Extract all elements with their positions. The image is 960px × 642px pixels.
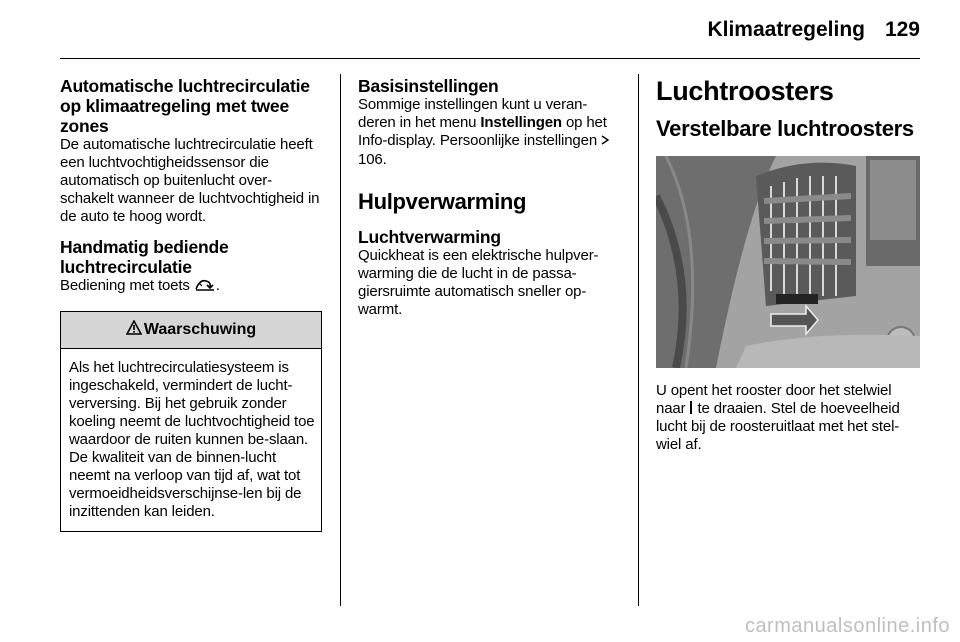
warning-text: Als het luchtrecirculatiesysteem is ingeschakeld, vermindert de lucht-verversing. Bij het gebruik zonder koeling neemt de luchtvochtigheid toe waardoor de ruiten kunnen be-slaan. De kwaliteit van de binnen-lucht neemt na verloop van tijd af, wat tot vermoeidheidsverschijnse-len bij de inzittenden kan leiden.: [69, 359, 315, 520]
watermark: carmanualsonline.info: [744, 615, 950, 637]
warning-header: [61, 312, 321, 349]
section-heading: Basisinstellingen: [358, 76, 499, 96]
section-heading: Luchtverwarming: [358, 227, 501, 247]
paragraph: Bediening met toets .: [60, 277, 322, 298]
page-number: 129: [884, 18, 920, 41]
chapter-heading: Hulpverwarming: [358, 189, 527, 214]
page-header: [0, 0, 960, 60]
section-heading: Handmatig bediende luchtrecirculatie: [60, 237, 229, 277]
warning-icon: [126, 320, 142, 340]
paragraph: De automatische luchtrecirculatie heeft een luchtvochtigheidssensor die automatisch op buitenlucht over-schakelt wanneer de luchtvochtigheid in de auto te hoog wordt.: [60, 136, 320, 225]
column-2: [358, 76, 624, 319]
paragraph: Sommige instellingen kunt u veran-deren in het menu Instellingen op het Info-display. Persoonlijke instellingen 106.: [358, 96, 624, 169]
column-divider: [638, 74, 639, 606]
warning-title: Waarschuwing: [143, 321, 257, 338]
header-rule: [60, 58, 920, 59]
air-vent-illustration: [656, 156, 920, 368]
chapter-heading: Luchtroosters: [656, 76, 834, 106]
warning-box: [60, 311, 322, 532]
page-title: Klimaatregeling: [707, 18, 865, 41]
figure-caption: U opent het rooster door het stelwiel naar te draaien. Stel de hoeveelheid lucht bij de roosteruitlaat met het stel-wiel af.: [656, 382, 900, 453]
column-divider: [340, 74, 341, 606]
page-reference-icon: [601, 133, 610, 151]
column-1: [60, 76, 322, 532]
column-3: [656, 76, 922, 454]
paragraph: Quickheat is een elektrische hulpver-warming die de lucht in de passa-giersruimte automatisch sneller op-warmt.: [358, 247, 599, 318]
section-heading: Verstelbare luchtroosters: [656, 116, 914, 141]
recirculation-icon: [194, 277, 216, 298]
section-heading: Automatische luchtrecirculatie op klimaatregeling met twee zones: [60, 76, 310, 136]
